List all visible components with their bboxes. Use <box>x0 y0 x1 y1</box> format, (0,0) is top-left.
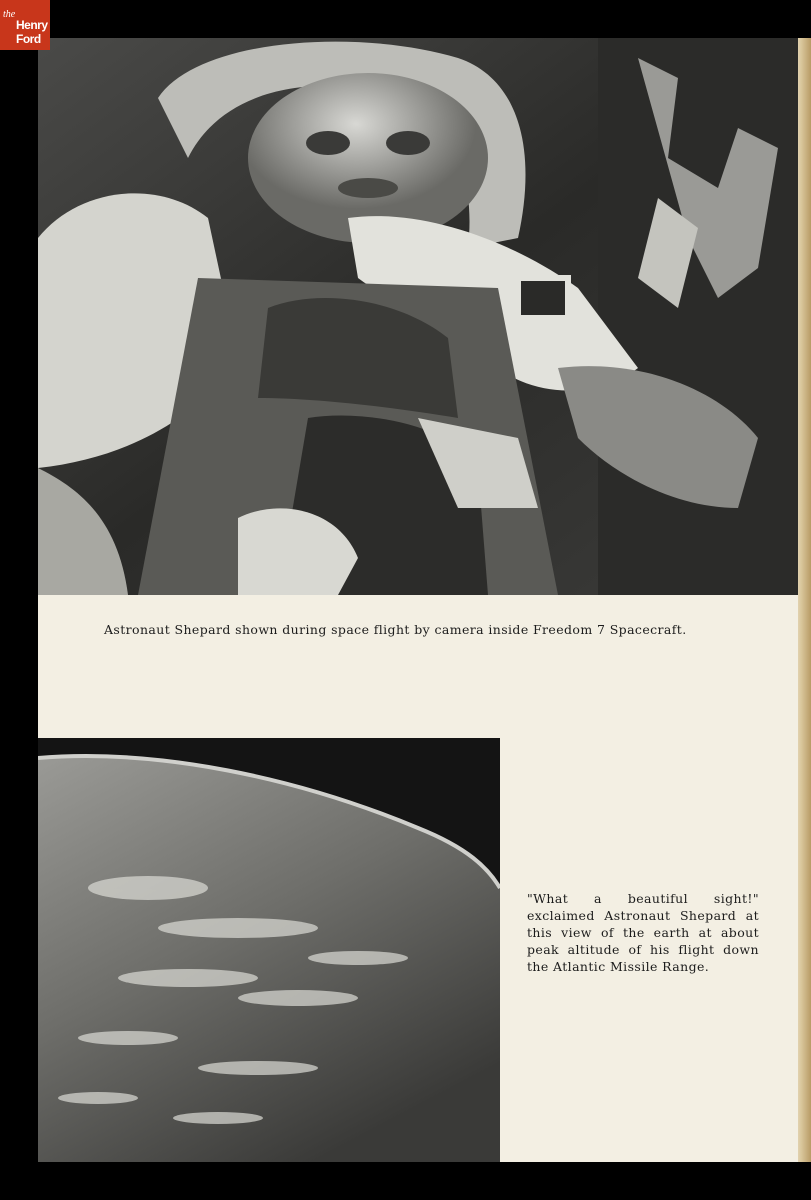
earth-photo <box>38 738 500 1162</box>
astronaut-photo-caption: Astronaut Shepard shown during space flight by camera inside Freedom 7 Spacecraft. <box>104 621 687 637</box>
logo-henry-text: Henry <box>16 18 48 32</box>
document-page <box>38 38 798 1162</box>
astronaut-photo <box>38 38 798 595</box>
logo-the-text: the <box>3 9 16 20</box>
logo-ford-text: Ford <box>16 32 41 46</box>
earth-photo-caption: "What a beautiful sight!" exclaimed Astronaut Shepard at this view of the earth at about peak altitude of his flight down the Atlantic Missile Range. <box>527 890 759 974</box>
the-henry-ford-logo[interactable] <box>0 0 50 50</box>
